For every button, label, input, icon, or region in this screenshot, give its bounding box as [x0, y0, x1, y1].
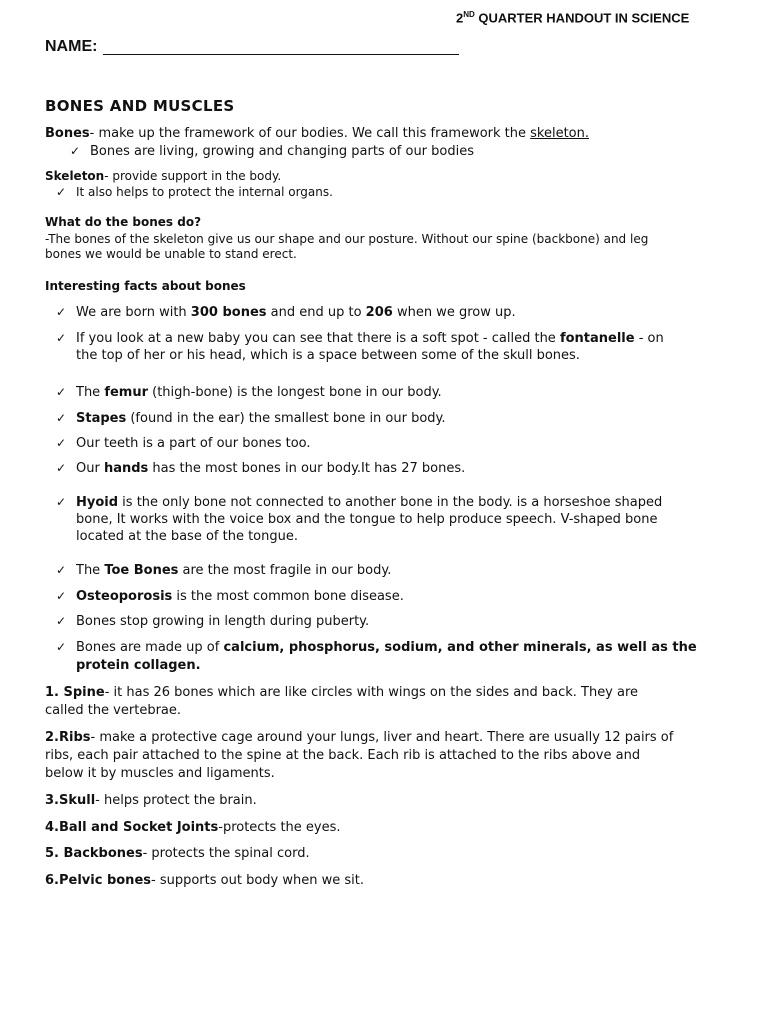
fact-item [76, 589, 404, 604]
fact-bold: 300 bones [190, 305, 267, 320]
fact-item [76, 461, 465, 476]
numbered-term: 2.Ribs [45, 730, 91, 745]
numbered-item-continued: ribs, each pair attached to the spine at the back. Each rib is attached to the ribs above and [45, 748, 641, 763]
numbered-text: -protects the eyes. [218, 820, 341, 835]
numbered-item [45, 730, 673, 745]
check-icon: ✓ [56, 563, 67, 577]
name-label: NAME: [45, 38, 98, 55]
fact-bold: femur [104, 385, 148, 400]
numbered-item [45, 820, 341, 835]
check-icon: ✓ [56, 185, 67, 199]
bones-definition [45, 126, 589, 141]
numbered-item-continued: below it by muscles and ligaments. [45, 766, 275, 781]
fact-text: The [76, 563, 105, 578]
numbered-item [45, 846, 310, 861]
fact-bold: Toe Bones [104, 563, 179, 578]
fact-bold: fontanelle [559, 331, 635, 346]
fact-text: is the only bone not connected to another bone in the body. is a horseshoe shaped [118, 495, 663, 510]
fact-bold: calcium, phosphorus, sodium, and other minerals, as well as the [223, 640, 697, 655]
header-title: QUARTER HANDOUT IN SCIENCE [474, 10, 690, 26]
bones-bullet: Bones are living, growing and changing parts of our bodies [90, 144, 474, 159]
fact-text: and end up to [266, 305, 366, 320]
what-do-line-1: -The bones of the skeleton give us our shape and our posture. Without our spine (backbone) and leg [45, 232, 649, 246]
check-icon: ✓ [56, 411, 67, 425]
fact-text: has the most bones in our body.It has 27 bones. [148, 461, 466, 476]
skeleton-term: Skeleton [45, 169, 105, 183]
fact-text: when we grow up. [392, 305, 516, 320]
fact-item [76, 331, 664, 346]
check-icon: ✓ [56, 436, 67, 450]
fact-bold: Osteoporosis [76, 589, 173, 604]
fact-item [76, 495, 662, 510]
fact-text: If you look at a new baby you can see that there is a soft spot - called the [76, 331, 560, 346]
fact-text: (found in the ear) the smallest bone in our body. [126, 411, 446, 426]
fact-item [76, 411, 446, 426]
numbered-item [45, 685, 638, 700]
fact-bold: 206 [365, 305, 393, 320]
skeleton-bullet: It also helps to protect the internal organs. [76, 185, 333, 199]
skeleton-definition [45, 169, 281, 183]
check-icon: ✓ [56, 461, 67, 475]
check-icon: ✓ [56, 589, 67, 603]
what-do-line-2: bones we would be unable to stand erect. [45, 247, 297, 261]
numbered-text: - helps protect the brain. [95, 793, 257, 808]
numbered-term: 1. Spine [45, 685, 105, 700]
bones-definition-text: - make up the framework of our bodies. We call this framework the [89, 126, 531, 141]
skeleton-definition-text: - provide support in the body. [104, 169, 282, 183]
fact-text: Bones are made up of [76, 640, 224, 655]
numbered-text: - it has 26 bones which are like circles with wings on the sides and back. They are [104, 685, 639, 700]
section-title: BONES AND MUSCLES [45, 97, 235, 115]
fact-item-continued: bone, It works with the voice box and the tongue to help produce speech. V-shaped bone [76, 512, 658, 527]
check-icon: ✓ [56, 385, 67, 399]
facts-heading: Interesting facts about bones [45, 279, 246, 293]
fact-item [76, 640, 697, 655]
numbered-item [45, 873, 364, 888]
numbered-term: 5. Backbones [45, 846, 143, 861]
numbered-term: 6.Pelvic bones [45, 873, 151, 888]
bones-term: Bones [45, 126, 90, 141]
fact-bold: Stapes [76, 411, 127, 426]
fact-text: Our [76, 461, 104, 476]
fact-text: (thigh-bone) is the longest bone in our body. [148, 385, 442, 400]
check-icon: ✓ [70, 144, 81, 158]
numbered-text: - protects the spinal cord. [142, 846, 310, 861]
what-do-heading: What do the bones do? [45, 215, 202, 229]
numbered-item-continued: called the vertebrae. [45, 703, 182, 718]
fact-item: Our teeth is a part of our bones too. [76, 436, 311, 451]
fact-item-continued: located at the base of the tongue. [76, 529, 298, 544]
fact-item-continued: the top of her or his head, which is a space between some of the skull bones. [76, 348, 580, 363]
numbered-item [45, 793, 257, 808]
handout-header [456, 10, 689, 25]
fact-item: Bones stop growing in length during puberty. [76, 614, 370, 629]
fact-text: is the most common bone disease. [172, 589, 404, 604]
fact-item-continued: protein collagen. [76, 658, 201, 673]
check-icon: ✓ [56, 305, 67, 319]
fact-text: are the most fragile in our body. [178, 563, 392, 578]
fact-item [76, 305, 516, 320]
check-icon: ✓ [56, 614, 67, 628]
check-icon: ✓ [56, 495, 67, 509]
numbered-term: 3.Skull [45, 793, 96, 808]
check-icon: ✓ [56, 640, 67, 654]
header-ordinal-suffix: ND [463, 10, 475, 19]
header-ordinal: 2 [456, 10, 464, 26]
check-icon: ✓ [56, 331, 67, 345]
numbered-text: - supports out body when we sit. [151, 873, 364, 888]
fact-text: The [76, 385, 105, 400]
fact-bold: hands [103, 461, 149, 476]
fact-text: - on [634, 331, 664, 346]
numbered-text: - make a protective cage around your lungs, liver and heart. There are usually 12 pairs of [90, 730, 674, 745]
fact-bold: Hyoid [76, 495, 119, 510]
numbered-term: 4.Ball and Socket Joints [45, 820, 219, 835]
fact-item [76, 385, 442, 400]
skeleton-link: skeleton. [530, 126, 590, 141]
fact-item [76, 563, 391, 578]
fact-text: We are born with [76, 305, 191, 320]
name-field-line[interactable] [103, 38, 459, 55]
